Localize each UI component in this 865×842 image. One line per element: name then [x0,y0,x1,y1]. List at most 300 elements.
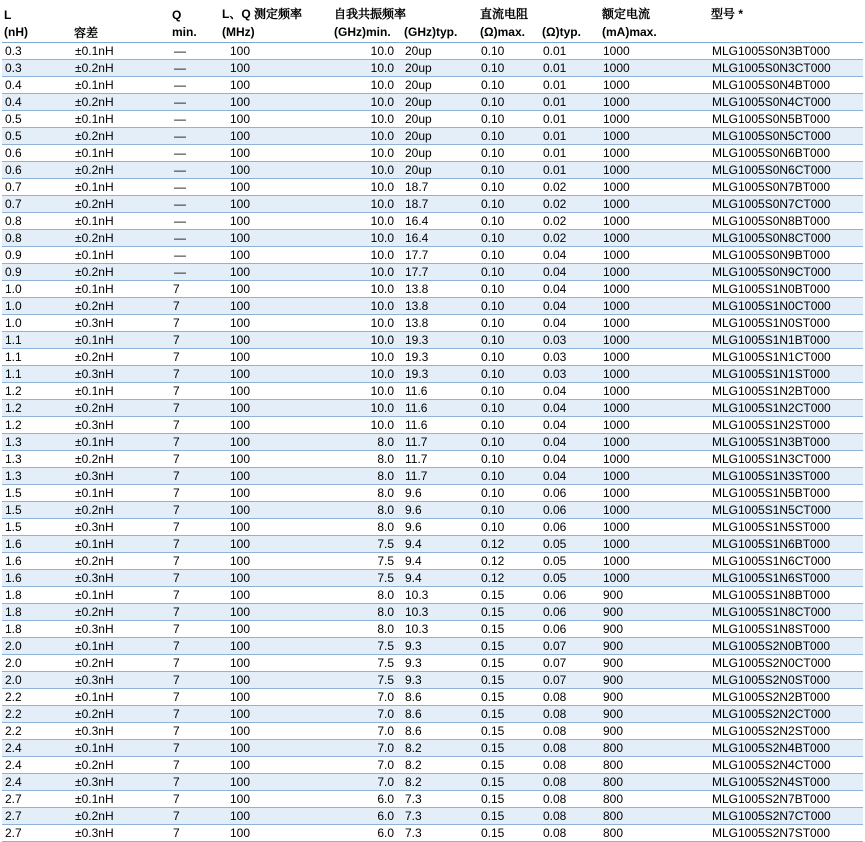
cell-inductance: 0.7 [2,196,72,213]
table-row [2,94,863,111]
cell-test-frequency: 100 [220,672,332,689]
cell-srf-typ: 17.7 [402,247,478,264]
cell-srf-typ: 11.6 [402,417,478,434]
cell-srf-typ: 11.7 [402,468,478,485]
cell-tolerance: ±0.1nH [72,145,170,162]
cell-rated-current: 800 [600,757,709,774]
cell-rdc-max: 0.15 [478,740,540,757]
cell-rdc-typ: 0.04 [540,298,600,315]
cell-tolerance: ±0.2nH [72,655,170,672]
cell-rated-current: 1000 [600,179,709,196]
cell-q-min: 7 [170,417,220,434]
cell-rdc-max: 0.10 [478,434,540,451]
cell-rdc-max: 0.10 [478,111,540,128]
cell-rdc-typ: 0.07 [540,638,600,655]
cell-q-min: — [170,128,220,145]
cell-rdc-typ: 0.04 [540,383,600,400]
cell-test-frequency: 100 [220,196,332,213]
cell-srf-min: 10.0 [332,230,402,247]
cell-part-number: MLG1005S0N7BT000 [709,179,863,196]
cell-rdc-typ: 0.04 [540,247,600,264]
cell-srf-typ: 13.8 [402,281,478,298]
cell-q-min: 7 [170,349,220,366]
cell-rdc-max: 0.10 [478,349,540,366]
cell-inductance: 0.4 [2,77,72,94]
table-row [2,621,863,638]
cell-part-number: MLG1005S1N3BT000 [709,434,863,451]
cell-rated-current: 1000 [600,366,709,383]
cell-inductance: 2.4 [2,757,72,774]
cell-srf-min: 7.0 [332,723,402,740]
table-row [2,706,863,723]
cell-srf-typ: 20up [402,162,478,179]
cell-rated-current: 1000 [600,94,709,111]
cell-rated-current: 1000 [600,111,709,128]
cell-inductance: 0.8 [2,230,72,247]
table-row [2,315,863,332]
cell-part-number: MLG1005S1N8CT000 [709,604,863,621]
cell-tolerance: ±0.2nH [72,94,170,111]
cell-inductance: 2.2 [2,689,72,706]
cell-test-frequency: 100 [220,230,332,247]
cell-srf-min: 7.0 [332,689,402,706]
cell-q-min: 7 [170,740,220,757]
cell-tolerance: ±0.2nH [72,162,170,179]
cell-rdc-typ: 0.02 [540,196,600,213]
cell-inductance: 1.1 [2,366,72,383]
cell-rdc-typ: 0.04 [540,264,600,281]
cell-test-frequency: 100 [220,434,332,451]
cell-q-min: 7 [170,536,220,553]
cell-rdc-max: 0.15 [478,825,540,842]
cell-srf-typ: 9.4 [402,553,478,570]
table-row [2,774,863,791]
table-row [2,723,863,740]
cell-inductance: 0.6 [2,162,72,179]
cell-test-frequency: 100 [220,145,332,162]
cell-srf-min: 10.0 [332,366,402,383]
cell-inductance: 1.5 [2,485,72,502]
cell-inductance: 2.2 [2,723,72,740]
cell-test-frequency: 100 [220,587,332,604]
cell-rated-current: 1000 [600,128,709,145]
cell-rdc-typ: 0.08 [540,774,600,791]
cell-rated-current: 1000 [600,77,709,94]
cell-srf-typ: 8.2 [402,774,478,791]
cell-tolerance: ±0.3nH [72,315,170,332]
cell-rated-current: 900 [600,621,709,638]
cell-inductance: 1.1 [2,349,72,366]
cell-rdc-typ: 0.03 [540,332,600,349]
cell-part-number: MLG1005S2N2BT000 [709,689,863,706]
cell-q-min: — [170,196,220,213]
cell-rdc-typ: 0.01 [540,60,600,77]
cell-srf-min: 8.0 [332,621,402,638]
cell-rdc-typ: 0.03 [540,349,600,366]
cell-q-min: 7 [170,774,220,791]
cell-tolerance: ±0.2nH [72,502,170,519]
cell-tolerance: ±0.2nH [72,349,170,366]
cell-rdc-max: 0.10 [478,213,540,230]
header-blank-5 [402,0,478,22]
cell-rdc-max: 0.12 [478,570,540,587]
table-row [2,434,863,451]
cell-tolerance: ±0.2nH [72,400,170,417]
cell-rated-current: 1000 [600,519,709,536]
table-row [2,332,863,349]
cell-rdc-max: 0.15 [478,706,540,723]
header-rdc-max: (Ω)max. [478,22,540,43]
header-tolerance: 容差 [72,22,170,43]
cell-tolerance: ±0.3nH [72,366,170,383]
cell-q-min: — [170,111,220,128]
cell-part-number: MLG1005S1N2BT000 [709,383,863,400]
cell-rdc-max: 0.10 [478,264,540,281]
cell-srf-typ: 11.6 [402,383,478,400]
table-row [2,366,863,383]
header-current-max: (mA)max. [600,22,709,43]
cell-part-number: MLG1005S0N5CT000 [709,128,863,145]
cell-srf-typ: 10.3 [402,621,478,638]
cell-q-min: 7 [170,723,220,740]
cell-part-number: MLG1005S2N4CT000 [709,757,863,774]
cell-q-min: 7 [170,604,220,621]
cell-inductance: 1.0 [2,281,72,298]
table-row [2,383,863,400]
cell-srf-min: 10.0 [332,383,402,400]
cell-rdc-max: 0.15 [478,587,540,604]
cell-part-number: MLG1005S1N6BT000 [709,536,863,553]
cell-rated-current: 1000 [600,349,709,366]
cell-part-number: MLG1005S1N0ST000 [709,315,863,332]
cell-test-frequency: 100 [220,281,332,298]
cell-test-frequency: 100 [220,383,332,400]
cell-srf-typ: 8.6 [402,706,478,723]
cell-q-min: 7 [170,332,220,349]
cell-q-min: 7 [170,366,220,383]
cell-tolerance: ±0.2nH [72,808,170,825]
cell-rdc-max: 0.10 [478,128,540,145]
cell-part-number: MLG1005S2N0ST000 [709,672,863,689]
cell-rdc-max: 0.15 [478,655,540,672]
cell-tolerance: ±0.2nH [72,196,170,213]
cell-test-frequency: 100 [220,111,332,128]
table-row [2,519,863,536]
cell-rated-current: 900 [600,672,709,689]
cell-tolerance: ±0.1nH [72,247,170,264]
cell-test-frequency: 100 [220,417,332,434]
cell-rdc-max: 0.10 [478,519,540,536]
cell-rated-current: 800 [600,808,709,825]
header-part-number: 型号 * [709,0,863,22]
cell-rated-current: 1000 [600,230,709,247]
cell-srf-min: 6.0 [332,825,402,842]
cell-inductance: 1.3 [2,451,72,468]
cell-srf-typ: 8.2 [402,740,478,757]
cell-q-min: — [170,60,220,77]
cell-q-min: — [170,179,220,196]
cell-rated-current: 1000 [600,417,709,434]
cell-srf-typ: 18.7 [402,196,478,213]
cell-srf-min: 10.0 [332,94,402,111]
cell-srf-min: 10.0 [332,179,402,196]
cell-rated-current: 1000 [600,570,709,587]
cell-tolerance: ±0.2nH [72,298,170,315]
cell-inductance: 2.4 [2,774,72,791]
cell-rdc-max: 0.15 [478,791,540,808]
cell-srf-typ: 20up [402,128,478,145]
cell-srf-min: 10.0 [332,145,402,162]
cell-q-min: 7 [170,655,220,672]
cell-inductance: 0.3 [2,43,72,60]
table-row [2,587,863,604]
cell-part-number: MLG1005S0N7CT000 [709,196,863,213]
cell-rdc-max: 0.15 [478,757,540,774]
table-row [2,162,863,179]
cell-part-number: MLG1005S1N8BT000 [709,587,863,604]
cell-rdc-typ: 0.04 [540,281,600,298]
cell-q-min: 7 [170,553,220,570]
cell-q-min: 7 [170,672,220,689]
cell-rated-current: 900 [600,655,709,672]
cell-srf-min: 7.0 [332,774,402,791]
cell-tolerance: ±0.1nH [72,791,170,808]
cell-part-number: MLG1005S1N1ST000 [709,366,863,383]
cell-test-frequency: 100 [220,621,332,638]
cell-tolerance: ±0.2nH [72,604,170,621]
cell-test-frequency: 100 [220,485,332,502]
cell-srf-min: 7.5 [332,655,402,672]
cell-srf-min: 10.0 [332,298,402,315]
table-row [2,451,863,468]
cell-part-number: MLG1005S0N8BT000 [709,213,863,230]
cell-rated-current: 900 [600,604,709,621]
cell-rated-current: 1000 [600,451,709,468]
cell-rdc-typ: 0.06 [540,621,600,638]
cell-part-number: MLG1005S2N4BT000 [709,740,863,757]
cell-rdc-typ: 0.02 [540,213,600,230]
cell-inductance: 2.0 [2,638,72,655]
cell-rdc-max: 0.10 [478,366,540,383]
cell-tolerance: ±0.1nH [72,689,170,706]
cell-srf-min: 10.0 [332,315,402,332]
cell-srf-min: 6.0 [332,791,402,808]
table-row [2,281,863,298]
cell-srf-typ: 11.7 [402,434,478,451]
cell-inductance: 1.6 [2,536,72,553]
table-row [2,536,863,553]
cell-tolerance: ±0.3nH [72,570,170,587]
cell-rdc-typ: 0.08 [540,689,600,706]
cell-q-min: 7 [170,451,220,468]
cell-test-frequency: 100 [220,366,332,383]
cell-inductance: 0.8 [2,213,72,230]
cell-rated-current: 1000 [600,434,709,451]
table-row [2,196,863,213]
cell-srf-typ: 8.2 [402,757,478,774]
cell-rated-current: 800 [600,774,709,791]
cell-inductance: 1.2 [2,383,72,400]
cell-rdc-typ: 0.07 [540,655,600,672]
cell-srf-min: 10.0 [332,77,402,94]
cell-rdc-typ: 0.05 [540,553,600,570]
cell-q-min: 7 [170,587,220,604]
cell-srf-typ: 20up [402,145,478,162]
cell-srf-typ: 9.6 [402,519,478,536]
cell-test-frequency: 100 [220,536,332,553]
cell-test-frequency: 100 [220,213,332,230]
table-row [2,128,863,145]
cell-srf-typ: 19.3 [402,349,478,366]
cell-part-number: MLG1005S1N1BT000 [709,332,863,349]
header-q-min: min. [170,22,220,43]
cell-srf-min: 7.0 [332,757,402,774]
cell-tolerance: ±0.3nH [72,774,170,791]
cell-q-min: 7 [170,570,220,587]
cell-tolerance: ±0.2nH [72,451,170,468]
cell-rdc-typ: 0.04 [540,434,600,451]
cell-inductance: 1.0 [2,315,72,332]
table-row [2,77,863,94]
cell-rdc-typ: 0.01 [540,145,600,162]
cell-inductance: 1.6 [2,553,72,570]
cell-rated-current: 1000 [600,162,709,179]
cell-srf-typ: 20up [402,43,478,60]
cell-rdc-typ: 0.02 [540,179,600,196]
cell-rdc-max: 0.15 [478,621,540,638]
cell-inductance: 1.5 [2,502,72,519]
cell-rdc-typ: 0.08 [540,757,600,774]
table-row [2,502,863,519]
cell-tolerance: ±0.2nH [72,230,170,247]
cell-rdc-typ: 0.01 [540,128,600,145]
cell-part-number: MLG1005S1N5ST000 [709,519,863,536]
cell-rdc-typ: 0.03 [540,366,600,383]
cell-rdc-max: 0.10 [478,383,540,400]
cell-part-number: MLG1005S1N5CT000 [709,502,863,519]
table-header [2,0,863,43]
header-blank-1 [72,0,170,22]
cell-q-min: — [170,264,220,281]
cell-srf-typ: 9.4 [402,536,478,553]
cell-rdc-max: 0.10 [478,485,540,502]
cell-rdc-typ: 0.06 [540,587,600,604]
cell-rated-current: 1000 [600,43,709,60]
cell-srf-min: 7.5 [332,570,402,587]
table-row [2,791,863,808]
cell-tolerance: ±0.1nH [72,213,170,230]
cell-rdc-max: 0.10 [478,315,540,332]
cell-tolerance: ±0.1nH [72,536,170,553]
cell-q-min: 7 [170,791,220,808]
cell-rated-current: 1000 [600,383,709,400]
cell-rated-current: 1000 [600,400,709,417]
cell-rdc-max: 0.10 [478,60,540,77]
cell-part-number: MLG1005S1N3ST000 [709,468,863,485]
cell-tolerance: ±0.2nH [72,706,170,723]
cell-rdc-typ: 0.06 [540,485,600,502]
cell-srf-typ: 9.3 [402,655,478,672]
cell-srf-typ: 20up [402,60,478,77]
cell-rdc-max: 0.10 [478,247,540,264]
header-q: Q [170,0,220,22]
cell-srf-min: 8.0 [332,502,402,519]
cell-part-number: MLG1005S1N0CT000 [709,298,863,315]
cell-q-min: 7 [170,519,220,536]
cell-rated-current: 900 [600,706,709,723]
cell-part-number: MLG1005S2N7ST000 [709,825,863,842]
table-row [2,485,863,502]
cell-tolerance: ±0.1nH [72,111,170,128]
cell-part-number: MLG1005S1N6ST000 [709,570,863,587]
cell-rdc-max: 0.15 [478,638,540,655]
cell-tolerance: ±0.3nH [72,417,170,434]
cell-part-number: MLG1005S1N5BT000 [709,485,863,502]
cell-rdc-typ: 0.01 [540,94,600,111]
header-blank-7 [540,0,600,22]
cell-rdc-typ: 0.04 [540,400,600,417]
cell-test-frequency: 100 [220,825,332,842]
cell-part-number: MLG1005S2N7BT000 [709,791,863,808]
header-rated-current: 额定电流 [600,0,709,22]
cell-rated-current: 900 [600,723,709,740]
cell-srf-min: 10.0 [332,213,402,230]
cell-tolerance: ±0.1nH [72,740,170,757]
cell-rated-current: 1000 [600,281,709,298]
cell-q-min: 7 [170,638,220,655]
cell-q-min: 7 [170,468,220,485]
cell-rdc-typ: 0.06 [540,502,600,519]
cell-rated-current: 1000 [600,60,709,77]
cell-rdc-typ: 0.08 [540,740,600,757]
cell-q-min: — [170,94,220,111]
cell-q-min: 7 [170,315,220,332]
cell-srf-typ: 13.8 [402,315,478,332]
cell-part-number: MLG1005S1N2CT000 [709,400,863,417]
cell-q-min: — [170,162,220,179]
table-row [2,808,863,825]
header-inductance: L [2,0,72,22]
cell-srf-typ: 9.3 [402,672,478,689]
cell-test-frequency: 100 [220,791,332,808]
cell-srf-typ: 9.6 [402,502,478,519]
cell-rated-current: 800 [600,740,709,757]
cell-part-number: MLG1005S0N6BT000 [709,145,863,162]
cell-rated-current: 1000 [600,468,709,485]
cell-tolerance: ±0.1nH [72,638,170,655]
cell-srf-min: 10.0 [332,264,402,281]
cell-srf-min: 7.0 [332,740,402,757]
cell-q-min: — [170,230,220,247]
header-srf-min: (GHz)min. [332,22,402,43]
cell-test-frequency: 100 [220,400,332,417]
cell-rdc-max: 0.10 [478,145,540,162]
cell-rated-current: 800 [600,825,709,842]
cell-test-frequency: 100 [220,264,332,281]
cell-q-min: 7 [170,706,220,723]
table-row [2,264,863,281]
cell-test-frequency: 100 [220,553,332,570]
cell-test-frequency: 100 [220,740,332,757]
cell-test-frequency: 100 [220,808,332,825]
header-row-2 [2,22,863,43]
cell-rdc-typ: 0.06 [540,519,600,536]
cell-inductance: 1.8 [2,604,72,621]
cell-srf-typ: 18.7 [402,179,478,196]
cell-q-min: 7 [170,808,220,825]
cell-rated-current: 1000 [600,196,709,213]
cell-rated-current: 900 [600,638,709,655]
